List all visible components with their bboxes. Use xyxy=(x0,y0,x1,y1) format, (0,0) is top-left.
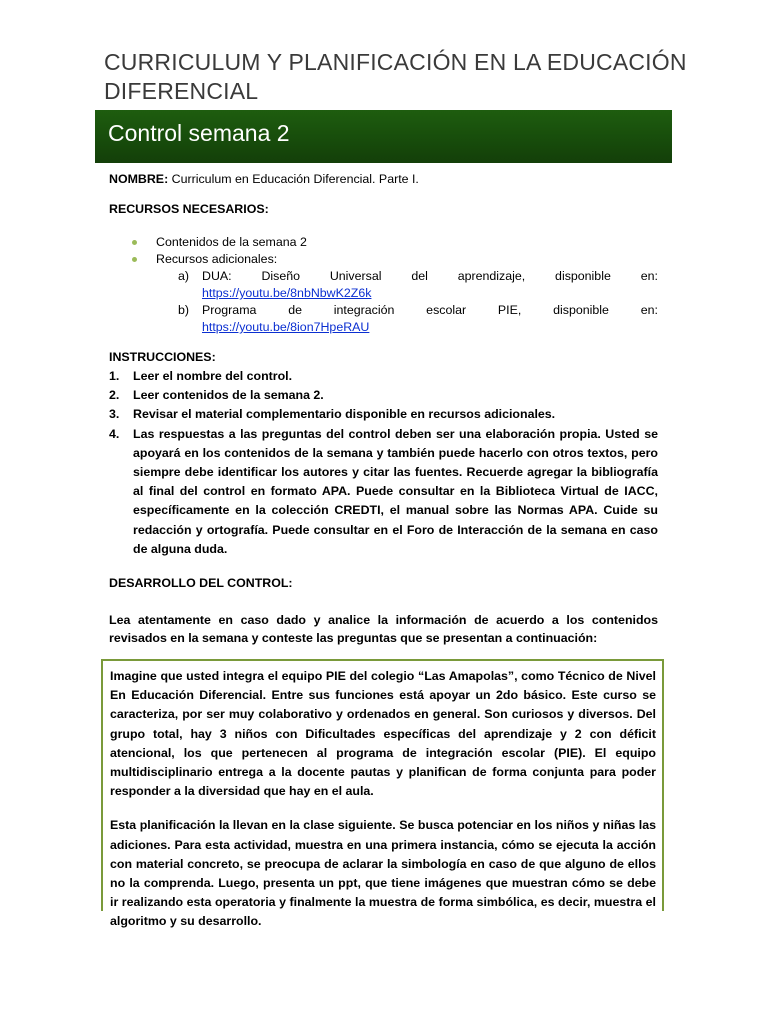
word: Universal xyxy=(329,269,382,283)
list-item xyxy=(109,367,658,386)
step-number: 4. xyxy=(109,426,120,441)
step-text: Revisar el material complementario disponible en recursos adicionales. xyxy=(133,407,556,422)
development-intro: Lea atentamente en caso dado y analice la información de acuerdo a los contenidos revisados en la semana y conteste las preguntas que se presentan a continuación: xyxy=(109,613,658,645)
bullet-icon xyxy=(132,257,137,262)
development-label: DESARROLLO DEL CONTROL: xyxy=(109,576,293,590)
list-item xyxy=(130,234,658,251)
step-number: 3. xyxy=(109,407,120,422)
word: integración xyxy=(333,303,395,317)
word: en: xyxy=(640,269,658,283)
step-number: 1. xyxy=(109,369,120,383)
list-item xyxy=(109,386,658,405)
pie-video-link[interactable]: https://youtu.be/8ion7HpeRAU xyxy=(202,320,370,334)
sub-item-text xyxy=(202,268,658,285)
step-text: Leer contenidos de la semana 2. xyxy=(133,388,324,403)
course-title: CURRICULUM Y PLANIFICACIÓN EN LA EDUCACIÓN DIFERENCIAL xyxy=(104,49,687,104)
word: PIE, xyxy=(497,303,522,317)
list-item xyxy=(109,425,658,559)
word: Programa xyxy=(202,303,257,317)
word: del xyxy=(411,269,428,283)
word: disponible xyxy=(553,303,609,317)
sub-item-letter: a) xyxy=(178,269,190,283)
resources-list xyxy=(130,234,658,336)
word: Diseño xyxy=(261,269,301,283)
instructions-label: INSTRUCCIONES: xyxy=(109,350,216,364)
word: de xyxy=(288,303,302,317)
case-paragraph-1: Imagine que usted integra el equipo PIE del colegio “Las Amapolas”, como Técnico de Nivel En Educación Diferencial. Entre sus funciones está apoyar un 2do básico. Este curso se caracteriza, por ser muy colaborativo y ordenados en general. Son curiosos y diversos. Del grupo total, hay 3 niños con Dificultades específicas del aprendizaje y 2 con déficit atencional, los que pertenecen al programa de integración escolar (PIE). El equipo multidisciplinario entrega a la docente pautas y planifican de forma conjunta para poder responder a la diversidad que hay en el aula. xyxy=(110,669,656,799)
sub-item-letter: b) xyxy=(178,303,190,317)
resource-item-text: Recursos adicionales: xyxy=(156,252,278,266)
name-line xyxy=(109,170,658,189)
bullet-icon xyxy=(132,240,137,245)
sub-item-a xyxy=(130,268,658,302)
resources-label: RECURSOS NECESARIOS: xyxy=(109,202,269,216)
section-banner xyxy=(95,110,672,163)
word: escolar xyxy=(426,303,467,317)
step-text: Las respuestas a las preguntas del control deben ser una elaboración propia. Usted se apoyará en los contenidos de la semana y también puede hacerlo con otros textos, pero siempre debe identificar los autores y citar las fuentes. Recuerde agregar la bibliografía al final del control en formato APA. Puede consultar en la Biblioteca Virtual de IACC, específicamente en la colección CREDTI, el manual sobre las Normas APA. Cuide su redacción y ortografía. Puede consultar en el Foro de Interacción de la semana en caso de alguna duda. xyxy=(133,426,658,556)
word: DUA: xyxy=(202,269,232,283)
list-item xyxy=(130,251,658,268)
banner-title: Control semana 2 xyxy=(108,120,290,146)
step-number: 2. xyxy=(109,388,120,403)
word: en: xyxy=(640,303,658,317)
step-text: Leer el nombre del control. xyxy=(133,369,293,383)
name-value: Curriculum en Educación Diferencial. Parte I. xyxy=(168,172,419,186)
name-label: NOMBRE: xyxy=(109,172,169,186)
case-box xyxy=(101,659,664,929)
resource-item-text: Contenidos de la semana 2 xyxy=(156,235,307,249)
sub-item-text xyxy=(202,302,658,319)
instructions-list xyxy=(109,367,658,559)
dua-video-link[interactable]: https://youtu.be/8nbNbwK2Z6k xyxy=(202,286,372,300)
sub-item-b xyxy=(130,302,658,336)
word: aprendizaje, xyxy=(457,269,526,283)
case-paragraph-2: Esta planificación la llevan en la clase siguiente. Se busca potenciar en los niños y niñas las adiciones. Para esta actividad, muestra en una primera instancia, cómo se ejecuta la acción con material concreto, se preocupa de aclarar la simbología en caso de que alguno de ellos no la comprenda. Luego, presenta un ppt, que tiene imágenes que muestran cómo se debe ir realizando esta operatoria y finalmente la muestra de forma simbólica, es decir, muestra el algoritmo y su desarrollo. xyxy=(110,818,656,929)
list-item xyxy=(109,405,658,424)
word: disponible xyxy=(555,269,611,283)
